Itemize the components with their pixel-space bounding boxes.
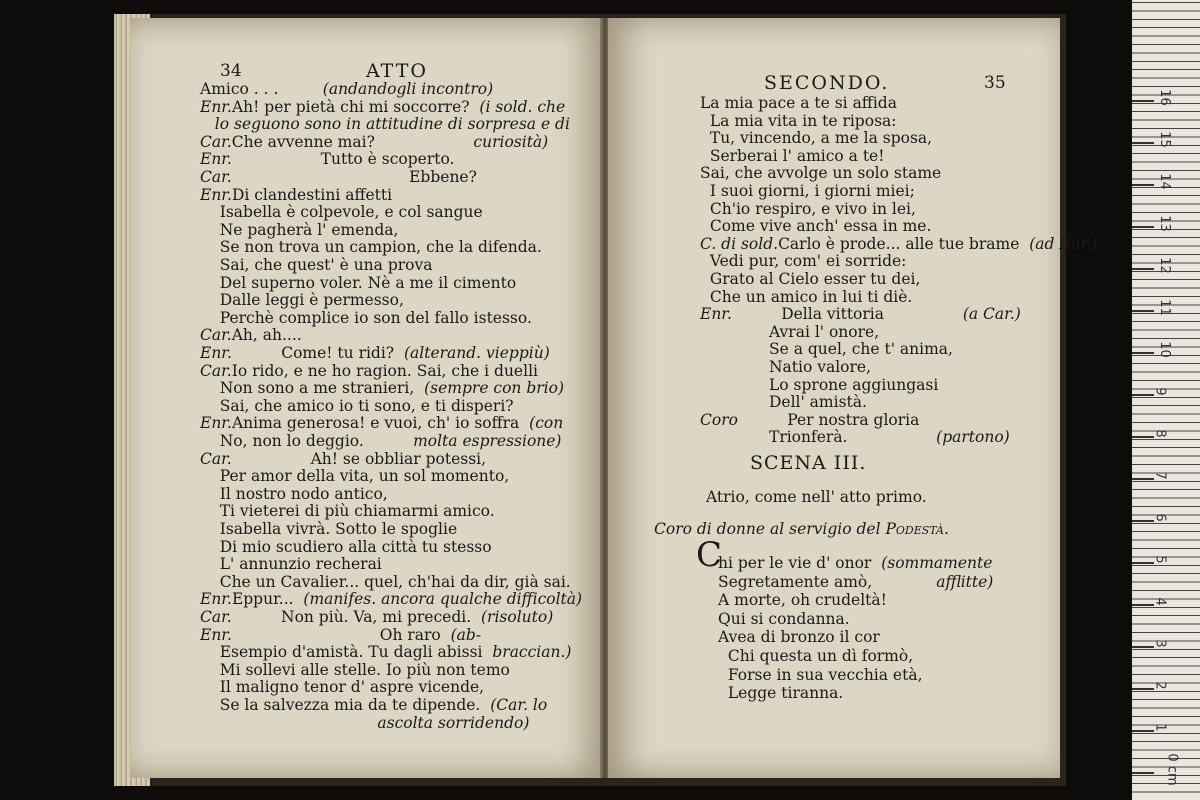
text-span: ascolta sorridendo)	[200, 713, 530, 732]
text-span: L' annunzio recherai	[200, 555, 382, 574]
text-span: Lo sprone aggiungasi	[700, 375, 939, 394]
text-line	[700, 428, 1010, 446]
text-line	[200, 274, 516, 292]
ruler-tick	[1132, 604, 1154, 606]
right-page-header: SECONDO.	[764, 72, 890, 94]
text-line	[200, 520, 457, 538]
text-line	[200, 115, 570, 133]
ruler-tick	[1132, 730, 1154, 732]
ruler-tick	[1132, 100, 1154, 102]
chorus-heading-name: Podestà.	[885, 520, 949, 538]
text-span: Mi sollevi alle stelle. Io più non temo	[200, 660, 510, 679]
text-span: Forse in sua vecchia età,	[718, 665, 923, 684]
text-span: afflitte)	[936, 572, 994, 591]
ruler-tick	[1132, 772, 1154, 774]
right-page-number: 35	[984, 73, 1006, 93]
text-span: Ah! se obbliar potessi,	[231, 449, 487, 468]
text-span: (ad Enr.)	[1029, 234, 1098, 253]
right-page	[608, 18, 1098, 778]
text-span: Ebbene?	[231, 168, 477, 186]
ruler-tick	[1132, 520, 1154, 522]
text-line	[200, 397, 514, 415]
text-line	[700, 164, 941, 182]
text-line	[200, 485, 388, 503]
text-span: Enr.	[700, 305, 732, 324]
text-span: (con	[529, 414, 564, 433]
text-span: (risoluto)	[481, 608, 554, 626]
text-span: Coro	[700, 410, 738, 429]
text-line	[200, 291, 404, 309]
ruler-label: 7	[1152, 471, 1168, 480]
text-span: Se a quel, che t' anima,	[700, 340, 953, 359]
text-span: Ah! per pietà chi mi soccorre?	[231, 97, 480, 116]
text-line	[200, 714, 529, 732]
ruler-label: 9	[1152, 387, 1168, 396]
text-line	[200, 678, 484, 696]
text-span: hi per le vie d' onor	[718, 554, 882, 572]
text-span: braccian.)	[492, 643, 572, 662]
text-line	[718, 610, 850, 628]
text-line	[718, 666, 923, 684]
ruler-tick	[1132, 352, 1154, 354]
text-line	[700, 129, 932, 147]
ruler-tick	[1132, 226, 1154, 228]
text-span: (andandogli incontro)	[322, 80, 494, 98]
text-span: (manifes. ancora qualche difficoltà)	[303, 590, 583, 609]
text-span: Legge tiranna.	[718, 684, 844, 703]
text-span: La mia pace a te si affida	[700, 94, 897, 112]
text-span: Isabella è colpevole, e col sangue	[200, 203, 483, 222]
text-line	[200, 80, 493, 98]
text-line	[200, 643, 571, 661]
text-span: Come! tu ridi?	[231, 344, 404, 362]
text-span: Tutto è scoperto.	[231, 150, 455, 169]
text-span: No, non lo deggio.	[200, 432, 414, 450]
ruler-label: 14	[1156, 173, 1172, 190]
text-line	[700, 393, 867, 411]
text-span: Car.	[200, 608, 232, 626]
text-span: Se non trova un campion, che la difenda.	[200, 238, 542, 257]
ruler-tick	[1132, 478, 1154, 480]
measurement-ruler	[1132, 0, 1200, 800]
text-line	[200, 150, 454, 168]
text-line	[700, 340, 953, 358]
text-line	[200, 238, 542, 256]
text-line	[200, 203, 483, 221]
text-line	[718, 628, 880, 646]
text-span: Car.	[200, 361, 232, 380]
text-span: Eppur...	[231, 590, 304, 609]
text-line	[200, 344, 550, 362]
text-span: Tu, vincendo, a me la sposa,	[700, 129, 933, 148]
text-span: I suoi giorni, i giorni miei;	[700, 182, 915, 200]
text-span: Dalle leggi è permesso,	[200, 291, 404, 310]
text-span: Enr.	[200, 344, 232, 362]
text-line	[700, 94, 897, 112]
text-span: Che avvenne mai?	[231, 132, 474, 151]
text-span: Ti vieterei di più chiamarmi amico.	[200, 502, 495, 521]
text-span: (sempre con brio)	[424, 379, 565, 398]
text-line	[200, 467, 509, 485]
text-span: (partono)	[936, 428, 1010, 447]
text-span: Ah, ah....	[231, 326, 302, 345]
text-span: Enr.	[200, 150, 232, 169]
text-span: Per amor della vita, un sol momento,	[200, 467, 510, 486]
text-span: (ab-	[450, 625, 482, 644]
text-span: Sai, che quest' è una prova	[200, 256, 433, 274]
text-span: Per nostra gloria	[737, 410, 920, 429]
text-span: Grato al Cielo esser tu dei,	[700, 270, 921, 288]
text-line	[200, 590, 582, 608]
ruler-label: 16	[1156, 89, 1172, 106]
ruler-tick	[1132, 646, 1154, 648]
text-line	[718, 573, 993, 591]
text-line	[200, 626, 481, 644]
text-line	[200, 362, 538, 380]
text-span: Sai, che avvolge un solo stame	[700, 164, 942, 183]
ruler-label: 2	[1152, 681, 1168, 690]
chorus-heading-text: Coro di donne al servigio del	[654, 520, 886, 538]
ruler-label: 5	[1152, 555, 1168, 564]
ruler-tick	[1132, 184, 1154, 186]
text-span: Di clandestini affetti	[231, 185, 393, 204]
ruler-label: 3	[1152, 639, 1168, 648]
text-line	[200, 326, 302, 344]
text-line	[700, 112, 896, 130]
text-span: Qui si condanna.	[718, 609, 850, 628]
text-span: Di mio scudiero alla città tu stesso	[200, 537, 492, 556]
text-line	[200, 573, 571, 591]
text-line	[700, 235, 1097, 253]
text-span: Ne pagherà l' emenda,	[200, 220, 399, 239]
text-line	[700, 182, 915, 200]
text-span: Io rido, e ne ho ragion. Sai, che i duelli	[231, 361, 538, 380]
text-span: Chi questa un dì formò,	[718, 647, 914, 665]
text-span: Della vittoria	[731, 305, 963, 324]
text-span: Anima generosa! e vuoi, ch' io soffra	[231, 414, 530, 433]
drop-cap: C	[696, 535, 723, 575]
text-span: Isabella vivrà. Sotto le spoglie	[200, 520, 458, 538]
text-span: C. di sold.	[700, 234, 779, 253]
text-line	[200, 168, 477, 186]
text-span: Enr.	[200, 185, 232, 204]
ruler-label: 12	[1156, 257, 1172, 274]
text-span: Del superno voler. Nè a me il cimento	[200, 273, 517, 292]
left-page	[130, 18, 604, 778]
text-span: Dell' amistà.	[700, 393, 867, 412]
text-span: (alterand. vieppiù)	[403, 344, 550, 362]
text-span: molta espressione)	[413, 432, 562, 450]
ruler-tick	[1132, 310, 1154, 312]
text-line	[700, 270, 920, 288]
text-span: A morte, oh crudeltà!	[718, 591, 887, 610]
text-span: Carlo è prode... alle tue brame	[778, 234, 1030, 253]
text-span: Non più. Va, mi precedi.	[231, 608, 481, 626]
text-span: Perchè complice io son del fallo istesso.	[200, 308, 532, 327]
ruler-label: 0 cm	[1164, 753, 1180, 786]
text-span: Oh raro	[231, 625, 451, 644]
text-line	[700, 217, 931, 235]
ruler-tick	[1132, 436, 1154, 438]
text-span: Esempio d'amistà. Tu dagli abissi	[200, 643, 493, 662]
text-span: Che un amico in lui ti diè.	[700, 287, 913, 306]
text-span: Il maligno tenor d' aspre vicende,	[200, 678, 485, 697]
ruler-label: 1	[1152, 723, 1168, 732]
text-span: (Car. lo	[490, 696, 548, 714]
text-line	[200, 696, 547, 714]
text-line	[200, 555, 382, 573]
text-span: Se la salvezza mia da te dipende.	[200, 696, 491, 714]
ruler-tick	[1132, 562, 1154, 564]
text-line	[718, 684, 843, 702]
ruler-tick	[1132, 688, 1154, 690]
ruler-label: 4	[1152, 597, 1168, 606]
text-span: Segretamente amò,	[718, 572, 937, 591]
text-line	[200, 98, 565, 116]
ruler-label: 6	[1152, 513, 1168, 522]
text-span: Come vive anch' essa in me.	[700, 217, 932, 236]
text-line	[200, 379, 564, 397]
text-span: Avea di bronzo il cor	[718, 628, 880, 647]
scene-title: SCENA III.	[750, 452, 867, 474]
text-span: Enr.	[200, 625, 232, 644]
text-span: Trionferà.	[700, 428, 937, 447]
text-line	[200, 414, 563, 432]
ruler-label: 10	[1156, 341, 1172, 358]
text-line	[700, 288, 912, 306]
text-span: Car.	[200, 449, 232, 468]
text-line	[200, 256, 433, 274]
text-span: Enr.	[200, 414, 232, 433]
text-line	[718, 647, 913, 665]
text-span: La mia vita in te riposa:	[700, 111, 897, 130]
text-line	[718, 591, 887, 609]
text-span: lo seguono sono in attitudine di sorpresa e di	[200, 115, 570, 134]
ruler-label: 15	[1156, 131, 1172, 148]
text-span: Enr.	[200, 97, 232, 116]
text-span: curiosità)	[473, 132, 549, 151]
text-line	[200, 432, 561, 450]
text-span: Car.	[200, 168, 232, 186]
text-line	[200, 133, 548, 151]
text-span: Serberai l' amico a te!	[700, 146, 885, 165]
ruler-label: 13	[1156, 215, 1172, 232]
ruler-tick	[1132, 394, 1154, 396]
text-span: Enr.	[200, 590, 232, 609]
ruler-label: 8	[1152, 429, 1168, 438]
ruler-tick	[1132, 142, 1154, 144]
text-line	[700, 200, 916, 218]
text-line	[700, 323, 879, 341]
text-line	[200, 538, 492, 556]
text-span: Sai, che amico io ti sono, e ti disperi?	[200, 396, 514, 415]
text-line	[700, 252, 906, 270]
text-line	[200, 608, 553, 626]
text-span: (a Car.)	[962, 305, 1021, 324]
scene-setting: Atrio, come nell' atto primo.	[706, 488, 927, 506]
text-span: Natio valore,	[700, 358, 872, 376]
text-line	[200, 502, 495, 520]
text-span: Car.	[200, 326, 232, 345]
text-line	[718, 554, 992, 572]
text-span: (sommamente	[881, 554, 993, 572]
ruler-label: 11	[1156, 299, 1172, 316]
text-line	[700, 305, 1021, 323]
text-span: Vedi pur, com' ei sorride:	[700, 252, 907, 271]
left-page-header: ATTO	[366, 60, 428, 82]
text-line	[200, 221, 398, 239]
text-line	[200, 309, 532, 327]
ruler-tick	[1132, 268, 1154, 270]
text-line	[200, 661, 510, 679]
text-line	[700, 358, 871, 376]
text-line	[200, 450, 486, 468]
text-span: Avrai l' onore,	[700, 322, 880, 341]
text-span: Non sono a me stranieri,	[200, 379, 425, 398]
text-span: Che un Cavalier... quel, ch'hai da dir, già sai.	[200, 572, 571, 591]
text-span: Il nostro nodo antico,	[200, 484, 388, 503]
text-line	[700, 147, 884, 165]
text-span: (i sold. che	[479, 97, 566, 116]
text-line	[200, 186, 392, 204]
text-line	[700, 411, 919, 429]
text-span: Car.	[200, 132, 232, 151]
left-page-number: 34	[220, 61, 242, 81]
text-span: Ch'io respiro, e vivo in lei,	[700, 199, 916, 218]
text-line	[700, 376, 938, 394]
text-span: Amico . . .	[200, 80, 323, 98]
